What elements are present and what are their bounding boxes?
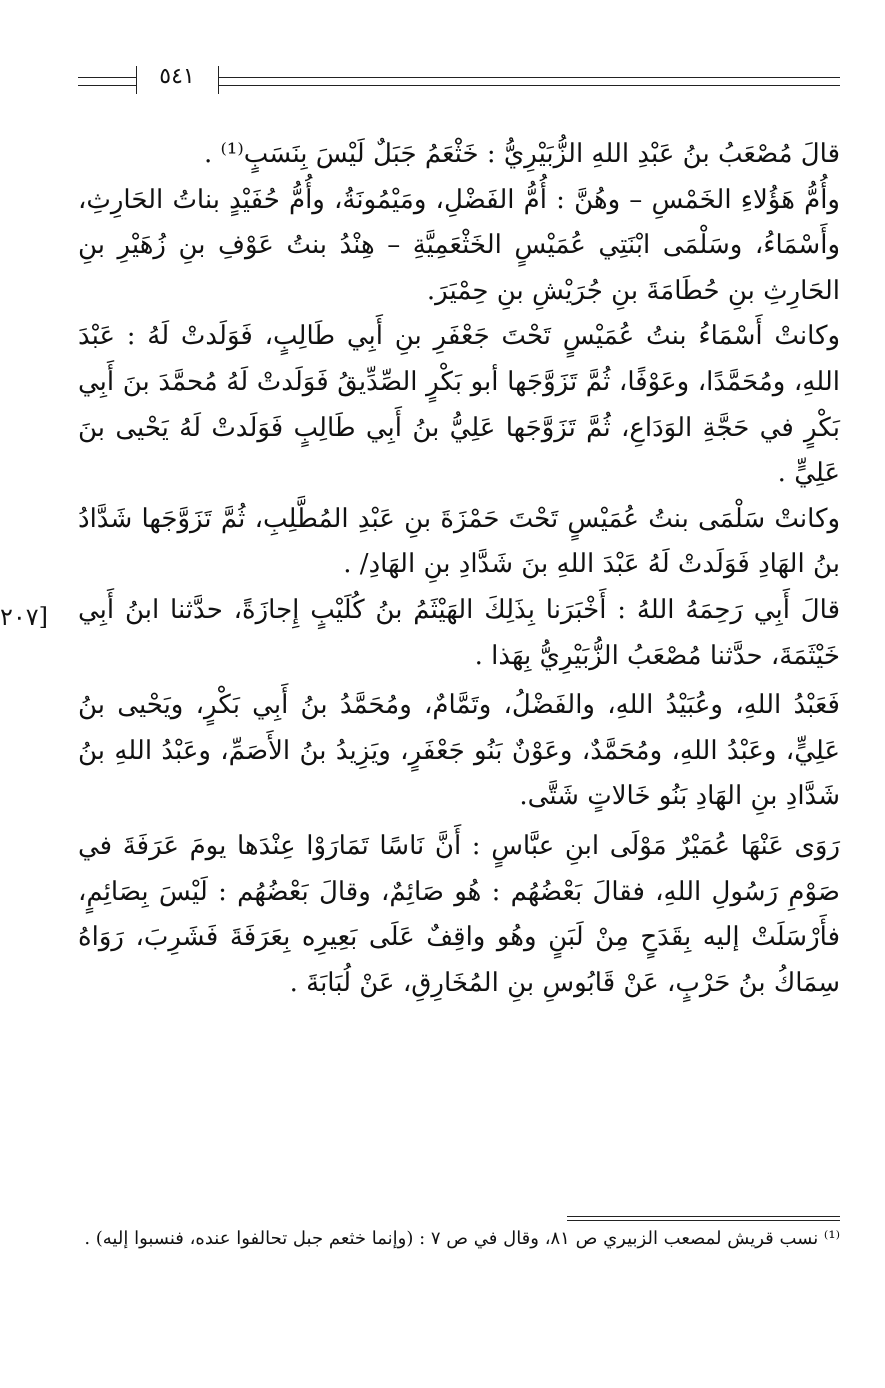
paragraph: وكانتْ سَلْمَى بنتُ عُمَيْسٍ تَحْتَ حَمْزَةَ بنِ عَبْدِ المُطَّلِبِ، ثُمَّ تَزَوَّجَها شَدَّادُ بنُ الهَادِ فَوَلَدتْ لَهُ عَبْدَ اللهِ بنَ شَدَّادِ بنِ الهَادِ/ . — [78, 503, 840, 580]
footnote: ⁽¹⁾ نسب قريش لمصعب الزبيري ص ٨١، وقال في ص ٧ : (وإنما خثعم جبل تحالفوا عنده، فنسبوا إليه) . — [84, 1228, 840, 1249]
paragraph: رَوَى عَنْهَا عُمَيْرٌ مَوْلَى ابنِ عبَّاسٍ : أَنَّ نَاسًا تَمَارَوْا عِنْدَها يومَ عَرَفَةَ في صَوْمِ رَسُولِ اللهِ، فقالَ بَعْضُهُم : هُو صَائِمٌ، وقالَ بَعْضُهُم : لَيْسَ بِصَائِمٍ، فأَرْسَلَتْ إليه بِقَدَحٍ مِنْ لَبَنٍ وهُو واقِفٌ عَلَى بَعِيرِه بِعَرَفَةَ فَشَرِبَ، رَوَاهُ سِمَاكُ بنُ حَرْبٍ، عَنْ قَابُوسِ بنِ المُخَارِقِ، عَنْ لُبَابَةَ . — [78, 830, 840, 998]
paragraph: فَعَبْدُ اللهِ، وعُبَيْدُ اللهِ، والفَضْلُ، وتَمَّامٌ، ومُحَمَّدُ بنُ أَبِي بَكْرٍ، ويَحْيى بنُ عَلِيٍّ، وعَبْدُ اللهِ، ومُحَمَّدٌ، وعَوْنٌ بَنُو جَعْفَرٍ، ويَزِيدُ بنُ الأَصَمِّ، وعَبْدُ اللهِ بنُ شَدَّادِ بنِ الهَادِ بَنُو خَالاتٍ شَتَّى. — [78, 690, 840, 812]
header-divider — [136, 66, 137, 94]
header-rule-left — [78, 77, 136, 86]
paragraph: وكانتْ أَسْمَاءُ بنتُ عُمَيْسٍ تَحْتَ جَعْفَرِ بنِ أَبِي طَالِبٍ، فَوَلَدتْ لَهُ : عَبْدَ اللهِ، ومُحَمَّدًا، وعَوْفًا، ثُمَّ تَزَوَّجَها أبو بَكْرٍ الصِّدِّيقُ فَوَلَدتْ لَهُ مُحمَّدَ بنَ أَبِي بَكْرٍ في حَجَّةِ الوَدَاعِ، ثُمَّ تَزَوَّجَها عَلِيُّ بنُ أَبِي طَالِبٍ فَوَلَدتْ لَهُ يَحْيى بنَ عَلِيٍّ . — [78, 321, 840, 489]
paragraph: وأُمُّ هَؤُلاءِ الخَمْسِ – وهُنَّ : أُمُّ الفَضْلِ، ومَيْمُونَةُ، وأُمُّ حُفَيْدٍ بناتُ الحَارِثِ، وأَسْمَاءُ، وسَلْمَى ابْنَتِي عُمَيْسٍ الخَثْعَمِيَّةِ – هِنْدُ بنتُ عَوْفِ بنِ زُهَيْرِ بنِ الحَارِثِ بنِ حُطَامَةَ بنِ جُرَيْشِ بنِ حِمْيَرَ. — [78, 184, 840, 306]
footnote-separator — [567, 1216, 840, 1221]
page-number: ٥٤١ — [159, 64, 195, 89]
paragraph: قالَ أَبِي رَحِمَهُ اللهُ : أَخْبَرَنا بِذَلِكَ الهَيْثَمُ بنُ كُلَيْبٍ إِجازَةً، حدَّثنا ابنُ أَبِي خَيْثَمَةَ، حدَّثنا مُصْعَبُ الزُّبَيْرِيُّ بِهَذا . — [78, 594, 840, 671]
page-header — [78, 66, 840, 100]
footnotes — [78, 1222, 840, 1255]
main-text — [78, 132, 840, 1006]
original-page-marker: [٢٠٧ — [0, 603, 49, 631]
header-rule-right — [218, 77, 840, 86]
paragraph: قالَ مُصْعَبُ بنُ عَبْدِ اللهِ الزُّبَيْرِيُّ : خَثْعَمُ جَبَلٌ لَيْسَ بِنَسَبٍ⁽¹⁾ . — [203, 139, 840, 169]
